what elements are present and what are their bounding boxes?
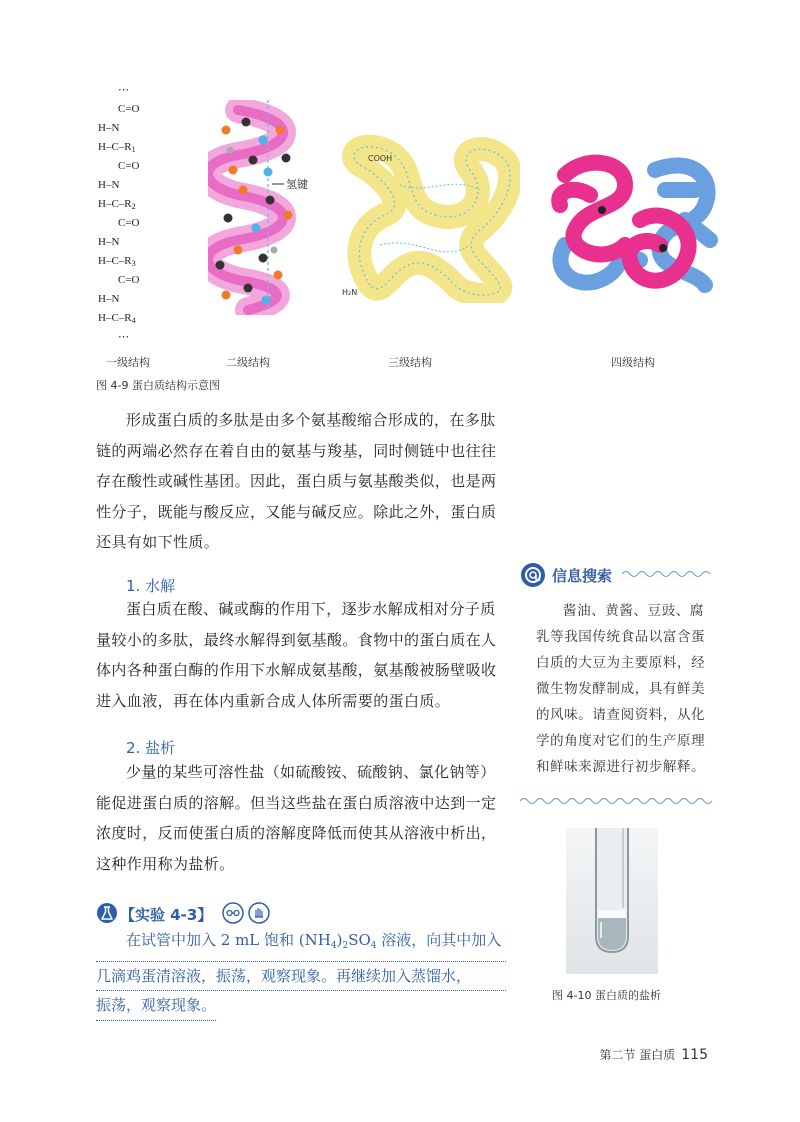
experiment-line-1: 在试管中加入 2 mL 饱和 $(NH_4)_2SO_4$ 溶液，向其中加入: [96, 926, 506, 962]
quaternary-structure-diagram: [545, 150, 720, 300]
hydrogen-bond-label: 氢键: [286, 178, 308, 191]
chain-row: H–N: [98, 236, 120, 248]
flask-icon: [96, 902, 118, 924]
experiment-line-2: 几滴鸡蛋清溶液，振荡，观察现象。再继续加入蒸馏水，: [96, 962, 506, 992]
figure-label-primary: 一级结构: [106, 356, 150, 369]
chain-row: C=O: [118, 217, 140, 229]
secondary-structure-diagram: [208, 100, 328, 315]
figure-label-quaternary: 四级结构: [611, 356, 655, 369]
experiment-line-3: 振荡，观察现象。: [96, 991, 216, 1021]
wavy-divider-top: [622, 568, 712, 580]
chain-row: $H-C-R_4$: [98, 312, 136, 325]
search-info-icon: [520, 562, 546, 588]
chain-row: $H-C-R_2$: [98, 198, 136, 211]
page-footer: [599, 1046, 708, 1063]
cooh-label: COOH: [368, 154, 393, 163]
salting-out-test-tube-photo: [566, 828, 658, 974]
chain-row: H–N: [98, 122, 120, 134]
section-2-text: 少量的某些可溶性盐（如硫酸铵、硫酸钠、氯化钠等）能促进蛋白质的溶解。但当这些盐在蛋白质溶液中达到一定浓度时，反而使蛋白质的溶解度降低而使其从溶液中析出，这种作用称为盐析。: [96, 763, 497, 873]
h2n-label: H₂N: [342, 288, 358, 297]
sidebar-text: 酱油、黄酱、豆豉、腐乳等我国传统食品以富含蛋白质的大豆为主要原料，经微生物发酵制成，具有鲜美的风味。请查阅资料，从化学的角度对它们的生产原理和鲜味来源进行初步解释。: [536, 603, 706, 775]
chain-row: H–N: [98, 293, 120, 305]
wavy-divider-bottom: [520, 795, 712, 807]
figure-4-9-caption: 图 4-9 蛋白质结构示意图: [96, 379, 220, 392]
chain-row: $H-C-R_1$: [98, 141, 136, 154]
figure-label-tertiary: 三级结构: [388, 356, 432, 369]
section-1-heading: 1. 水解: [126, 577, 176, 595]
experiment-title: 【实验 4-3】: [120, 906, 213, 924]
chain-row: $H-C-R_3$: [98, 255, 136, 268]
section-1-text: 蛋白质在酸、碱或酶的作用下，逐步水解成相对分子质量较小的多肽，最终水解得到氨基酸。食物中的蛋白质在人体内各种蛋白酶的作用下水解成氨基酸，氨基酸被肠壁吸收进入血液，再在体内重新合成人体所需要的蛋白质。: [96, 600, 497, 710]
experiment-procedure: [96, 926, 506, 1021]
figure-label-secondary: 二级结构: [226, 356, 270, 369]
sidebar-title: 信息搜索: [552, 567, 613, 585]
main-paragraph: 形成蛋白质的多肽是由多个氨基酸缩合形成的，在多肽链的两端必然存在着自由的氨基与羧基，同时侧链中也往往存在酸性或碱性基团。因此，蛋白质与氨基酸类似，也是两性分子，既能与酸反应，又能与碱反应。除此之外，蛋白质还具有如下性质。: [96, 411, 497, 551]
figure-4-10-caption: 图 4-10 蛋白质的盐析: [552, 989, 661, 1002]
chain-row: C=O: [118, 103, 140, 115]
chain-row: ⋯: [118, 331, 129, 343]
safety-goggles-icon: [222, 902, 244, 924]
footer-section: 第二节 蛋白质: [599, 1048, 676, 1062]
section-2-heading: 2. 盐析: [126, 739, 176, 757]
chain-row: H–N: [98, 179, 120, 191]
hand-wash-icon: [248, 902, 270, 924]
page-number: 115: [681, 1047, 708, 1063]
chain-row: C=O: [118, 160, 140, 172]
tertiary-structure-diagram: [340, 135, 520, 303]
chain-row: C=O: [118, 274, 140, 286]
chain-row: ⋯: [118, 84, 129, 96]
